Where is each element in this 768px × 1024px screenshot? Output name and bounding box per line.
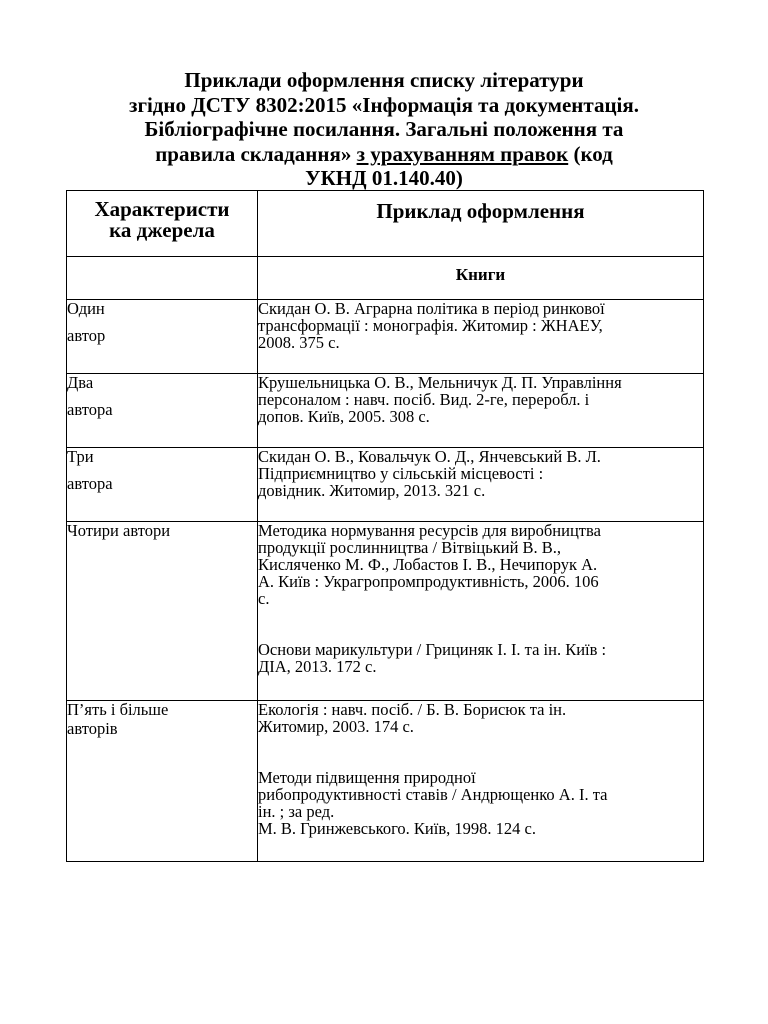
example-cell [258,374,704,448]
amendments-link[interactable]: з урахуванням правок [356,141,569,166]
title-line-4-end: (код [568,141,613,166]
section-row-books [67,257,704,300]
title-line-3: Бібліографічне посилання. Загальні положення та [144,117,624,141]
example-cell [258,522,704,701]
example-line: Скидан О. В., Ковальчук О. Д., Янчевський В. Л. [258,447,601,466]
category-cell [67,448,258,522]
table-row [67,300,704,374]
table-row [67,448,704,522]
section-books-label: Книги [455,265,506,284]
category-line: автора [67,474,113,493]
category-line: Три [67,447,94,466]
section-empty-cell [67,257,258,300]
category-cell [67,701,258,862]
table-header-row [67,191,704,257]
header-example [258,191,704,257]
example-cell [258,448,704,522]
example-line: Методи підвищення природної [258,768,476,787]
example-line: М. В. Гринжевського. Київ, 1998. 124 с. [258,819,536,838]
example-line: с. [258,589,270,608]
category-line: Один [67,299,105,318]
title-line-4 [66,142,702,167]
example-line: Скидан О. В. Аграрна політика в період ринкової [258,299,605,318]
category-line: П’ять і більше [67,700,169,719]
example-cell [258,300,704,374]
category-cell [67,522,258,701]
spacer [258,735,703,769]
example-line: Підприємництво у сільській місцевості : [258,464,544,483]
section-books-cell [258,257,704,300]
category-cell [67,374,258,448]
category-line: автора [67,400,113,419]
example-line: Екологія : навч. посіб. / Б. В. Борисюк та ін. [258,700,567,719]
document-title [66,68,702,191]
example-line: ін. ; за ред. [258,802,335,821]
category-cell [67,300,258,374]
spacer [258,607,703,641]
header-source-line-2: ка джерела [109,218,215,242]
example-line: Крушельницька О. В., Мельничук Д. П. Управління [258,373,622,392]
title-line-5: УКНД 01.140.40) [305,166,463,190]
category-line: авторів [67,719,118,738]
header-source-line-1: Характеристи [94,197,230,221]
category-line: Два [67,373,94,392]
example-cell [258,701,704,862]
title-line-2: згідно ДСТУ 8302:2015 «Інформація та документація. [129,92,639,117]
example-line: продукції рослинництва / Вітвіцький В. В., [258,538,562,557]
category-line: Чотири автори [67,521,171,540]
category-line: автор [67,326,106,345]
table-row [67,701,704,862]
header-source-type [67,191,258,257]
example-line: довідник. Житомир, 2013. 321 с. [258,481,486,500]
example-line: Основи марикультури / Грициняк І. І. та ін. Київ : [258,640,607,659]
example-line: Методика нормування ресурсів для виробництва [258,521,601,540]
table-row [67,374,704,448]
example-line: рибопродуктивності ставів / Андрющенко А. І. та [258,785,608,804]
example-line: ДІА, 2013. 172 с. [258,657,377,676]
title-line-1: Приклади оформлення списку літератури [184,68,584,92]
example-line: Кисляченко М. Ф., Лобастов І. В., Нечипорук А. [258,555,598,574]
example-line: допов. Київ, 2005. 308 с. [258,407,430,426]
example-line: А. Київ : Украгропромпродуктивність, 2006. 106 [258,572,599,591]
example-line: Житомир, 2003. 174 с. [258,717,414,736]
table-row [67,522,704,701]
bibliography-table [66,190,704,862]
example-line: 2008. 375 с. [258,333,340,352]
example-line: персоналом : навч. посіб. Вид. 2-ге, переробл. і [258,390,590,409]
header-example-label: Приклад оформлення [376,199,585,223]
title-line-4-start: правила складання» [155,141,357,166]
example-line: трансформації : монографія. Житомир : ЖНАЕУ, [258,316,603,335]
